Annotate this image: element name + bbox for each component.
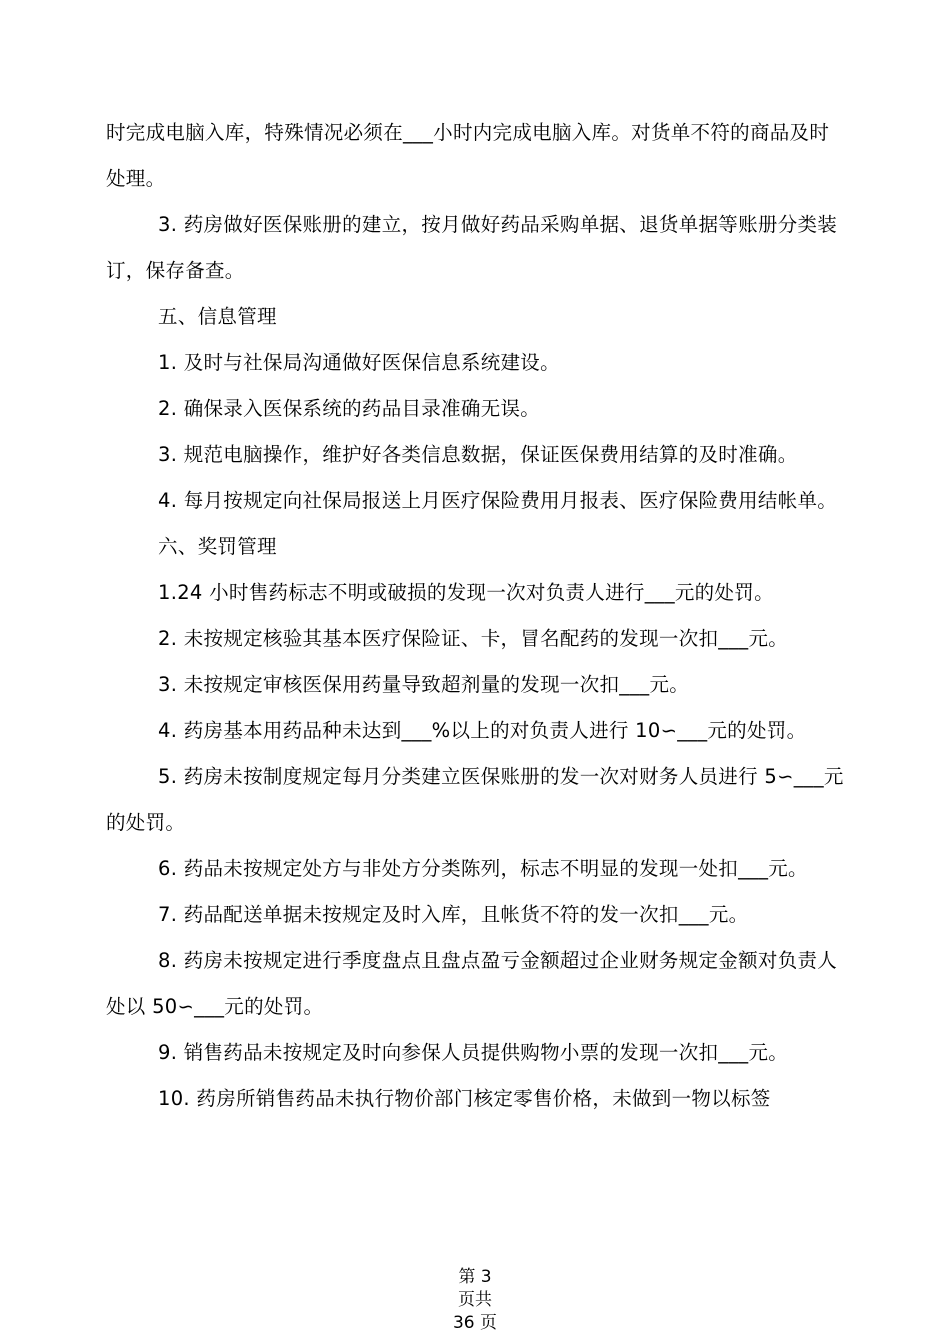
paragraph-14: 6. 药品未按规定处方与非处方分类陈列，标志不明显的发现一处扣___元。 [158, 857, 808, 880]
paragraph-7: 4. 每月按规定向社保局报送上月医疗保险费用月报表、医疗保险费用结帐单。 [158, 489, 838, 512]
paragraph-17: 9. 销售药品未按规定及时向参保人员提供购物小票的发现一次扣___元。 [158, 1041, 789, 1064]
paragraph-15: 7. 药品配送单据未按规定及时入库，且帐货不符的发一次扣___元。 [158, 903, 749, 926]
paragraph-11: 3. 未按规定审核医保用药量导致超剂量的发现一次扣___元。 [158, 673, 690, 696]
paragraph-10: 2. 未按规定核验其基本医疗保险证、卡，冒名配药的发现一次扣___元。 [158, 627, 789, 650]
paragraph-18: 10. 药房所销售药品未执行物价部门核定零售价格，未做到一物以标签 [158, 1087, 771, 1110]
paragraph-12: 4. 药房基本用药品种未达到___%以上的对负责人进行 10∽___元的处罚。 [158, 719, 807, 742]
page-number-line-3: 36 页 [452, 1313, 498, 1333]
paragraph-16: 8. 药房未按规定进行季度盘点且盘点盈亏金额超过企业财务规定金额对负责人处以 50∽___元的处罚。 [106, 949, 838, 1018]
paragraph-5: 2. 确保录入医保系统的药品目录准确无误。 [158, 397, 541, 420]
document-body [106, 110, 844, 1122]
page-number-line-1: 第 3 [458, 1267, 492, 1287]
paragraph-6: 3. 规范电脑操作，维护好各类信息数据，保证医保费用结算的及时准确。 [158, 443, 798, 466]
paragraph-9: 1.24 小时售药标志不明或破损的发现一次对负责人进行___元的处罚。 [158, 581, 774, 604]
paragraph-4: 1. 及时与社保局沟通做好医保信息系统建设。 [158, 351, 560, 374]
page-number-line-2: 页共 [458, 1290, 492, 1310]
section-heading-reward-penalty: 六、奖罚管理 [158, 535, 277, 558]
page-footer [0, 1266, 950, 1335]
paragraph-1: 时完成电脑入库，特殊情况必须在___小时内完成电脑入库。对货单不符的商品及时处理。 [106, 121, 830, 190]
section-heading-info-management: 五、信息管理 [158, 305, 277, 328]
paragraph-13: 5. 药房未按制度规定每月分类建立医保账册的发一次对财务人员进行 5∽___元的处罚。 [106, 765, 844, 834]
paragraph-2: 3. 药房做好医保账册的建立，按月做好药品采购单据、退货单据等账册分类装订，保存备查。 [106, 213, 838, 282]
